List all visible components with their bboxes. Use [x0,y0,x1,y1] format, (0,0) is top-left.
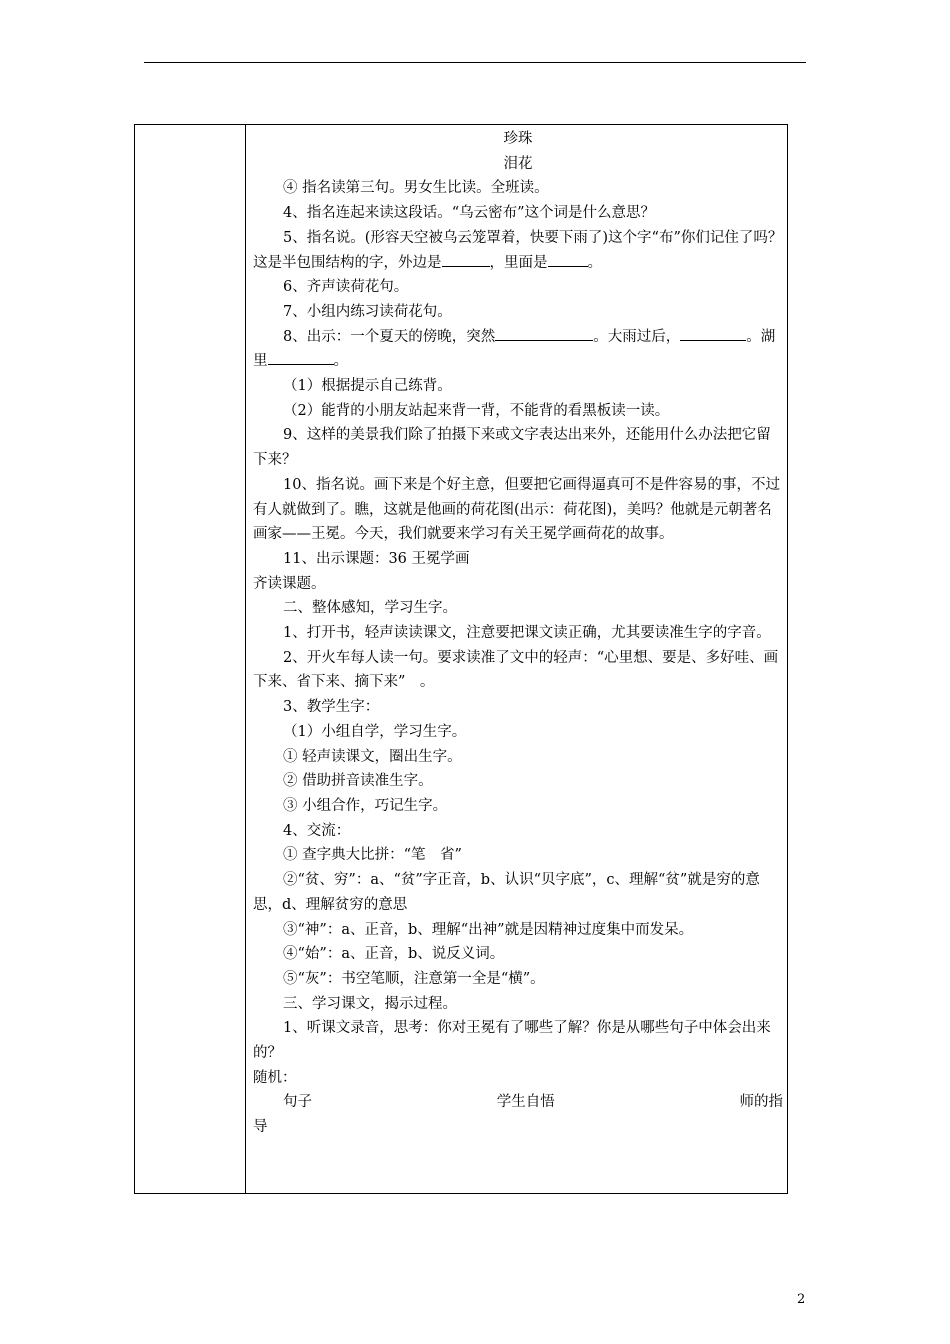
text-line: ②“贫、穷”：a、“贫”字正音，b、认识“贝字底”，c、理解“贫”就是穷的意思，d、理解贫穷的意思 [253,872,760,913]
text-line: 三、学习课文，揭示过程。 [283,995,457,1012]
text-segment: 。大雨过后， [593,328,681,345]
text-line: 3、教学生字： [283,699,380,716]
text-line [253,325,783,374]
column-heading-self-study: 学生自悟 [496,1094,555,1111]
text-line: ④ 指名读第三句。男女生比读。全班读。 [283,180,549,197]
text-line: 6、齐声读荷花句。 [283,279,409,296]
lesson-table [134,124,788,1194]
text-line: ① 轻声读课文，圈出生字。 [283,748,462,765]
text-segment: 8、出示：一个夏天的傍晚，突然 [283,328,496,345]
text-line: 10、指名说。画下来是个好主意，但要把它画得逼真可不是件容易的事，不过有人就做到了。瞧，这就是他画的荷花图(出示：荷花图)，美吗？他就是元朝著名画家——王冕。今天，我们就要来学习有关王冕学画荷花的故事。 [253,476,780,543]
header-rule [144,62,806,63]
text-line: 4、交流： [283,822,351,839]
text-line: 11、出示课题：36 王冕学画 [283,550,470,567]
text-line: 泪花 [503,155,533,172]
fill-blank [268,349,334,365]
column-divider [245,125,246,1193]
text-line: 9、这样的美景我们除了拍摄下来或文字表达出来外，还能用什么办法把它留下来？ [253,427,771,469]
text-line: 1、听课文录音，思考：你对王冕有了哪些了解？你是从哪些句子中体会出来的？ [253,1020,771,1062]
text-segment: 。 [587,254,602,271]
text-line: ⑤“灰”：书空笔顺，注意第一全是“横”。 [283,970,545,987]
lesson-content [253,127,783,1140]
text-segment: ，里面是 [489,254,548,271]
column-heading-teacher-guide: 师的指 [739,1094,783,1111]
text-segment: 。湖里 [253,328,776,370]
fill-blank [442,251,490,267]
text-line: ② 借助拼音读准生字。 [283,773,433,790]
column-heading-sentence: 句子 [283,1094,312,1111]
text-line: 随机： [253,1069,297,1086]
page-number: 2 [797,1292,806,1307]
text-line: （2）能背的小朋友站起来背一背，不能背的看黑板读一读。 [283,402,670,419]
text-line: （1）根据提示自己练背。 [283,378,452,395]
fill-blank [495,325,593,341]
text-line: ④“始”：a、正音，b、说反义词。 [283,946,505,963]
text-line: （1）小组自学，学习生字。 [283,723,467,740]
text-line [253,226,783,275]
column-headings-row [253,1090,783,1115]
text-line: 2、开火车每人读一句。要求读准了文中的轻声：“心里想、要是、多好哇、画下来、省下来、摘下来” 。 [253,649,779,691]
text-line: 珍珠 [503,131,533,147]
text-line: ③“神”：a、正音，b、理解“出神”就是因精神过度集中而发呆。 [283,921,694,938]
fill-blank [680,325,746,341]
text-line: ③ 小组合作，巧记生字。 [283,797,448,814]
text-line: 齐读课题。 [253,575,326,592]
text-line: 1、打开书，轻声读读课文，注意要把课文读正确，尤其要读准生字的字音。 [283,625,771,642]
fill-blank [548,251,588,267]
text-line: 4、指名连起来读这段话。“乌云密布”这个词是什么意思？ [283,205,656,222]
text-segment: 。 [333,353,348,370]
text-segment: 5、指名说。(形容天空被乌云笼罩着，快要下雨了)这个字“布”你们记住了吗？这是半包围结构的字，外边是 [253,229,783,271]
text-line: ① 查字典大比拼：“笔 省” [283,847,462,864]
text-line: 7、小组内练习读荷花句。 [283,303,452,320]
text-line: 二、整体感知，学习生字。 [283,600,457,617]
text-line: 导 [253,1119,268,1136]
